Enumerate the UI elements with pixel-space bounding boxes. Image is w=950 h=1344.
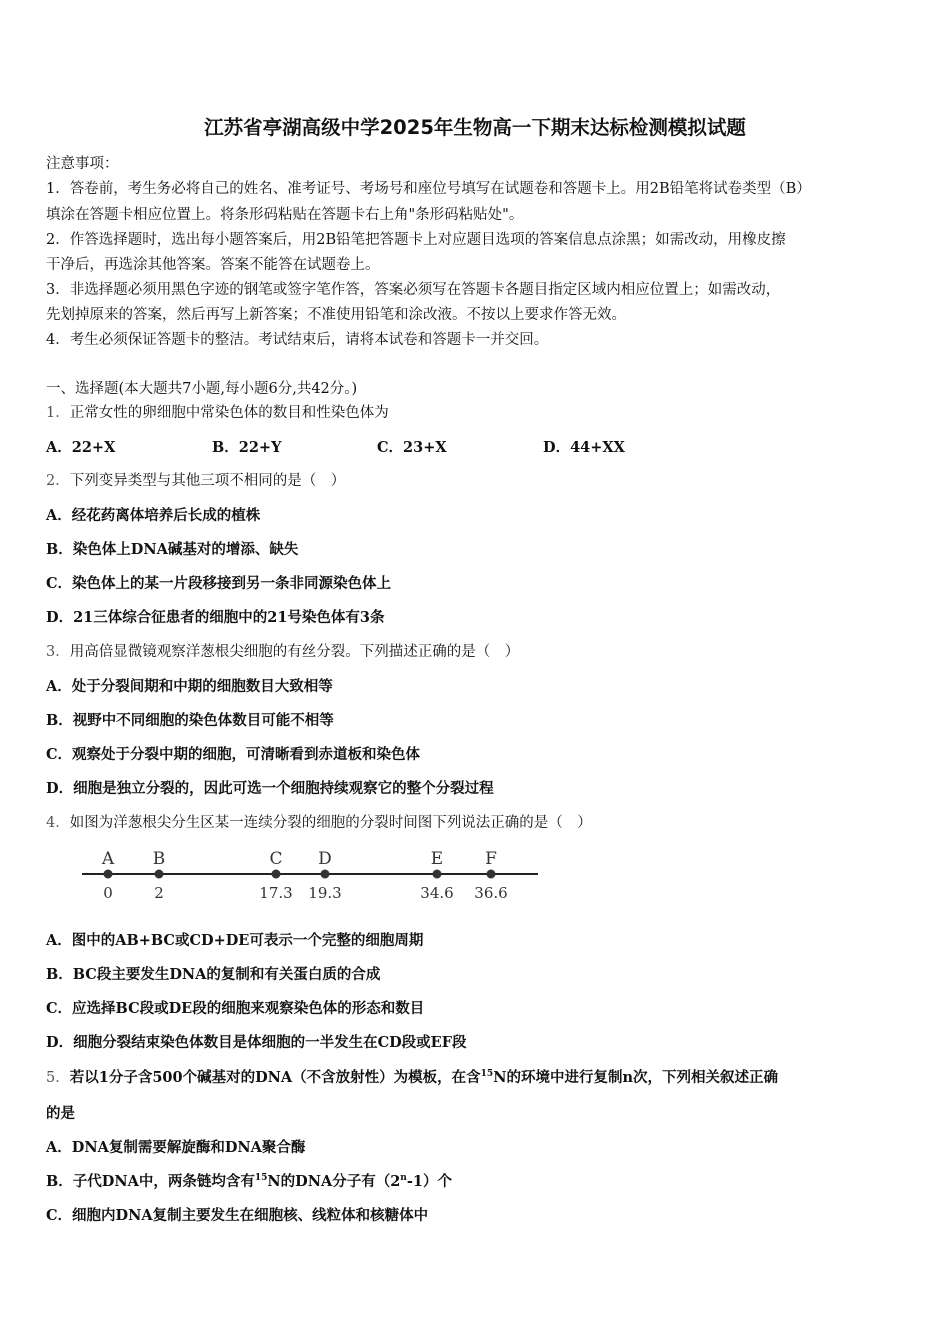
point-marker [321,870,330,879]
question-4 [46,811,592,832]
question-number: 1． [46,405,70,421]
timeline-point-b [153,849,166,902]
q3-option-d[interactable]: D．细胞是独立分裂的，因此可选一个细胞持续观察它的整个分裂过程 [46,780,494,797]
q1-option-d[interactable]: D．44+XX [543,439,625,456]
q5-option-c[interactable]: C．细胞内DNA复制主要发生在细胞核、线粒体和核糖体中 [46,1207,429,1224]
question-3 [46,640,519,661]
option-text-part: B．子代DNA中，两条链均含有 [46,1173,255,1190]
notice-line-1: 1．答卷前，考生务必将自己的姓名、准考证号、考场号和座位号填写在试题卷和答题卡上。用2B铅笔将试卷类型（B） [46,181,811,197]
point-marker [433,870,442,879]
q4-option-a[interactable]: A．图中的AB+BC或CD+DE可表示一个完整的细胞周期 [46,932,424,949]
point-label: B [152,849,166,869]
q5-option-a[interactable]: A．DNA复制需要解旋酶和DNA聚合酶 [46,1139,306,1156]
q1-option-c[interactable]: C．23+X [377,439,447,456]
q4-option-d[interactable]: D．细胞分裂结束染色体数目是体细胞的一半发生在CD段或EF段 [46,1034,467,1051]
point-value: 19.3 [308,884,342,902]
timeline-point-a [101,849,115,902]
q4-option-c[interactable]: C．应选择BC段或DE段的细胞来观察染色体的形态和数目 [46,1000,425,1017]
q3-option-c[interactable]: C．观察处于分裂中期的细胞，可清晰看到赤道板和染色体 [46,746,421,763]
point-value: 0 [103,884,113,902]
question-stem: 如图为洋葱根尖分生区某一连续分裂的细胞的分裂时间图下列说法正确的是（ ） [69,815,592,831]
q5-option-b[interactable] [46,1170,452,1191]
point-value: 2 [154,884,164,902]
superscript: 15 [480,1069,494,1080]
point-marker [155,870,164,879]
point-marker [104,870,113,879]
point-value: 17.3 [259,884,293,902]
timeline-point-c [259,849,292,902]
q1-option-b[interactable]: B．22+Y [212,439,282,456]
point-label: D [318,849,332,869]
question-stem: 下列变异类型与其他三项不相同的是（ ） [69,473,346,489]
q2-option-a[interactable]: A．经花药离体培养后长成的植株 [46,507,261,524]
section-heading: 一、选择题(本大题共7小题,每小题6分,共42分。) [46,381,358,397]
question-number: 4． [46,815,70,831]
point-value: 36.6 [474,884,508,902]
timeline-point-e [420,849,453,902]
notice-line-7: 4．考生必须保证答题卡的整洁。考试结束后，请将本试卷和答题卡一并交回。 [46,332,549,348]
notice-line-2: 填涂在答题卡相应位置上。将条形码粘贴在答题卡右上角"条形码粘贴处"。 [46,207,524,223]
q3-option-b[interactable]: B．视野中不同细胞的染色体数目可能不相等 [46,712,334,729]
notice-line-6: 先划掉原来的答案，然后再写上新答案；不准使用铅笔和涂改液。不按以上要求作答无效。 [46,307,626,323]
q4-option-b[interactable]: B．BC段主要发生DNA的复制和有关蛋白质的合成 [46,966,381,983]
point-marker [272,870,281,879]
point-label: F [485,849,497,869]
question-stem-part: 若以1分子含500个碱基对的DNA（不含放射性）为模板，在含 [69,1069,481,1086]
option-text-part: -1）个 [406,1173,452,1190]
question-5 [46,1066,778,1087]
question-1 [46,401,389,422]
point-label: C [269,849,283,869]
option-text-part: N的DNA分子有（2 [267,1173,401,1190]
question-stem: 用高倍显微镜观察洋葱根尖细胞的有丝分裂。下列描述正确的是（ ） [69,644,520,660]
q1-option-a[interactable]: A．22+X [46,439,116,456]
q2-option-d[interactable]: D．21三体综合征患者的细胞中的21号染色体有3条 [46,609,385,626]
timeline-point-f [474,849,507,902]
point-marker [487,870,496,879]
q2-option-b[interactable]: B．染色体上DNA碱基对的增添、缺失 [46,541,299,558]
question-number: 3． [46,644,70,660]
notice-heading: 注意事项： [46,156,119,172]
point-label: E [430,849,444,869]
question-2 [46,469,345,490]
notice-line-3: 2．作答选择题时，选出每小题答案后，用2B铅笔把答题卡上对应题目选项的答案信息点涂黑；如需改动，用橡皮擦 [46,232,786,248]
point-value: 34.6 [420,884,454,902]
question-number: 5． [46,1070,70,1086]
superscript: n [400,1173,407,1184]
point-label: A [101,849,115,869]
question-number: 2． [46,473,70,489]
page-title: 江苏省亭湖高级中学2025年生物高一下期末达标检测模拟试题 [204,116,746,139]
cell-cycle-timeline [70,840,550,910]
question-stem: 正常女性的卵细胞中常染色体的数目和性染色体为 [69,405,389,421]
question-stem-part: N的环境中进行复制n次，下列相关叙述正确 [493,1069,778,1086]
q3-option-a[interactable]: A．处于分裂间期和中期的细胞数目大致相等 [46,678,333,695]
superscript: 15 [254,1173,268,1184]
q2-option-c[interactable]: C．染色体上的某一片段移接到另一条非同源染色体上 [46,575,392,592]
question-5-continued: 的是 [46,1105,75,1122]
timeline-point-d [308,849,341,902]
notice-line-5: 3．非选择题必须用黑色字迹的钢笔或签字笔作答，答案必须写在答题卡各题目指定区域内相应位置上；如需改动， [46,282,781,298]
notice-line-4: 干净后，再选涂其他答案。答案不能答在试题卷上。 [46,257,380,273]
